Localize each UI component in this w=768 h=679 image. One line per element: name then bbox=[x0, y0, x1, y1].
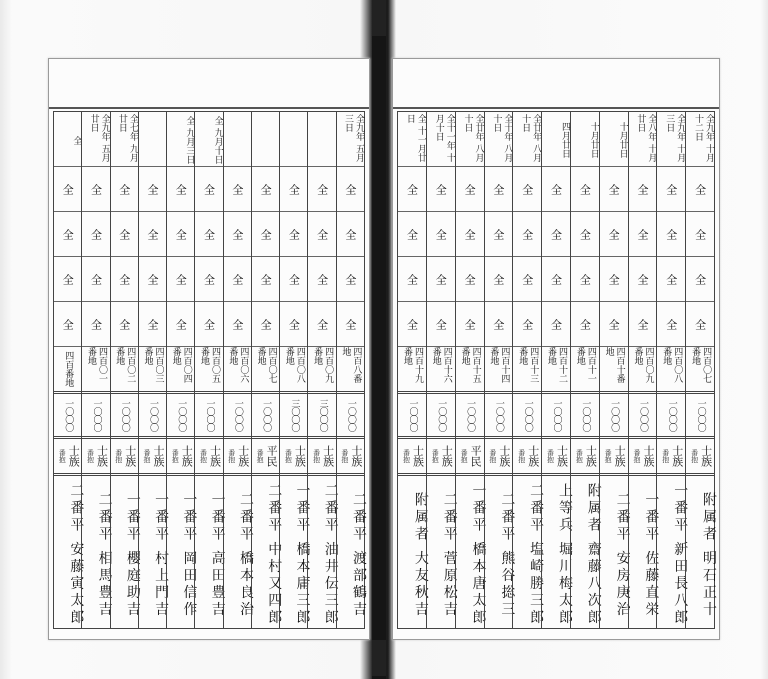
address-cell: 四百十四番地 bbox=[485, 347, 513, 394]
ditto-cell: 全 bbox=[280, 257, 307, 302]
ditto-cell: 全 bbox=[111, 212, 138, 257]
class-label: 士族 bbox=[497, 445, 511, 467]
date-cell: 全九年 五月廿日 bbox=[82, 112, 109, 167]
binding-clip-bottom bbox=[372, 640, 386, 676]
class-cell bbox=[308, 439, 335, 476]
ditto-cell: 全 bbox=[571, 167, 599, 212]
register-column bbox=[541, 112, 573, 628]
name-cell: 二番平 油井伝三郎 bbox=[322, 483, 339, 627]
class-sub-label: 番抱 bbox=[284, 449, 293, 463]
ditto-cell: 全 bbox=[542, 302, 570, 347]
ditto-cell: 全 bbox=[224, 212, 251, 257]
number-cell: 一〇〇〇 bbox=[657, 394, 685, 439]
ditto-cell: 全 bbox=[308, 302, 335, 347]
class-sub-label: 番抱 bbox=[690, 449, 699, 463]
class-label: 士族 bbox=[321, 445, 335, 467]
ditto-cell: 全 bbox=[513, 302, 541, 347]
number-cell: 一〇〇〇 bbox=[513, 394, 541, 439]
address-cell: 四百十九番地 bbox=[398, 347, 426, 394]
ditto-cell: 全 bbox=[542, 167, 570, 212]
ditto-cell: 全 bbox=[657, 212, 685, 257]
class-cell bbox=[252, 439, 279, 476]
class-cell bbox=[485, 439, 513, 476]
number-cell: 一〇〇〇 bbox=[542, 394, 570, 439]
date-cell bbox=[252, 112, 279, 167]
register-column bbox=[599, 112, 631, 628]
name-cell: 一番平 岡田信作 bbox=[181, 491, 198, 619]
register-column bbox=[628, 112, 660, 628]
name-cell: 一番平 佐藤直栄 bbox=[643, 491, 660, 619]
ditto-cell: 全 bbox=[224, 302, 251, 347]
ditto-cell: 全 bbox=[308, 212, 335, 257]
class-sub-label: 番抱 bbox=[517, 449, 526, 463]
class-label: 士族 bbox=[526, 445, 540, 467]
class-cell bbox=[224, 439, 251, 476]
ditto-cell: 全 bbox=[337, 257, 364, 302]
number-cell: 一〇〇〇 bbox=[686, 394, 714, 439]
date-cell: 全 bbox=[54, 112, 81, 167]
class-label: 士族 bbox=[670, 445, 684, 467]
class-cell bbox=[686, 439, 714, 476]
ditto-cell: 全 bbox=[111, 167, 138, 212]
name-cell: 二番平 安藤寅太郎 bbox=[68, 483, 85, 627]
class-sub-label: 番抱 bbox=[256, 449, 265, 463]
date-cell: 全七年 九月廿日 bbox=[111, 112, 138, 167]
address-cell: 四百〇四番地 bbox=[167, 347, 194, 394]
ditto-cell: 全 bbox=[195, 212, 222, 257]
name-cell: 一番平 橋本庸三郎 bbox=[294, 483, 311, 627]
register-column bbox=[426, 112, 458, 628]
ditto-cell: 全 bbox=[139, 212, 166, 257]
date-cell bbox=[280, 112, 307, 167]
address-cell: 四百十二番地 bbox=[542, 347, 570, 394]
ditto-cell: 全 bbox=[657, 257, 685, 302]
class-cell bbox=[167, 439, 194, 476]
class-sub-label: 番抱 bbox=[312, 449, 321, 463]
date-cell bbox=[139, 112, 166, 167]
class-label: 士族 bbox=[349, 445, 363, 467]
binding-clip-top bbox=[372, 0, 386, 36]
class-label: 士族 bbox=[613, 445, 627, 467]
ditto-cell: 全 bbox=[337, 167, 364, 212]
address-cell: 四百〇七番地 bbox=[686, 347, 714, 394]
class-sub-label: 番抱 bbox=[227, 449, 236, 463]
ditto-cell: 全 bbox=[252, 257, 279, 302]
address-cell: 四百〇六番地 bbox=[224, 347, 251, 394]
name-cell: 二番平 相馬豊吉 bbox=[96, 491, 113, 619]
address-cell: 四百十番地 bbox=[600, 347, 628, 394]
address-cell: 四百〇五番地 bbox=[195, 347, 222, 394]
name-cell: 一番平 橋本唐太郎 bbox=[470, 483, 487, 627]
ditto-cell: 全 bbox=[629, 212, 657, 257]
name-cell: 二番平 菅原松吉 bbox=[441, 491, 458, 619]
name-cell: 一番平 新田長八郎 bbox=[672, 483, 689, 627]
register-column bbox=[138, 112, 170, 628]
ditto-cell: 全 bbox=[513, 257, 541, 302]
ditto-cell: 全 bbox=[686, 257, 714, 302]
ditto-cell: 全 bbox=[82, 257, 109, 302]
register-column bbox=[81, 112, 113, 628]
date-cell: 全廿年 八月十日 bbox=[456, 112, 484, 167]
class-sub-label: 番抱 bbox=[661, 449, 670, 463]
class-label: 平民 bbox=[265, 445, 279, 467]
ditto-cell: 全 bbox=[571, 212, 599, 257]
class-label: 士族 bbox=[440, 445, 454, 467]
book-spine bbox=[372, 0, 386, 679]
ditto-cell: 全 bbox=[542, 257, 570, 302]
ditto-cell: 全 bbox=[167, 212, 194, 257]
name-cell: 一番平 村上門吉 bbox=[153, 491, 170, 619]
class-cell bbox=[427, 439, 455, 476]
register-column bbox=[279, 112, 311, 628]
class-sub-label: 番抱 bbox=[199, 449, 208, 463]
class-cell bbox=[111, 439, 138, 476]
ditto-cell: 全 bbox=[139, 167, 166, 212]
name-cell: 附属者 齋藤八次郎 bbox=[585, 483, 602, 627]
register-column bbox=[223, 112, 254, 628]
number-cell: 一〇〇〇 bbox=[398, 394, 426, 439]
ditto-cell: 全 bbox=[54, 257, 81, 302]
class-label: 士族 bbox=[67, 445, 81, 467]
date-cell: 四月廿日 bbox=[542, 112, 570, 167]
ditto-cell: 全 bbox=[252, 212, 279, 257]
date-cell: 全九年 十月十二日 bbox=[686, 112, 714, 167]
number-cell: 一〇〇〇 bbox=[456, 394, 484, 439]
class-label: 士族 bbox=[641, 445, 655, 467]
ditto-cell: 全 bbox=[252, 167, 279, 212]
register-column bbox=[656, 112, 689, 628]
address-cell: 四百十五番地 bbox=[456, 347, 484, 394]
date-cell: 全 九月十日 bbox=[195, 112, 222, 167]
class-label: 士族 bbox=[208, 445, 222, 467]
ditto-cell: 全 bbox=[571, 302, 599, 347]
class-label: 士族 bbox=[411, 445, 425, 467]
register-column bbox=[512, 112, 545, 628]
class-sub-label: 番抱 bbox=[114, 449, 123, 463]
number-cell: 一〇〇〇 bbox=[82, 394, 109, 439]
address-cell: 四百〇九番地 bbox=[308, 347, 335, 394]
register-column bbox=[110, 112, 141, 628]
number-cell: 一〇〇〇 bbox=[195, 394, 222, 439]
number-cell: 一〇〇〇 bbox=[252, 394, 279, 439]
ditto-cell: 全 bbox=[280, 167, 307, 212]
name-cell: 二番平 塩崎勝三郎 bbox=[528, 483, 545, 627]
class-sub-label: 番抱 bbox=[488, 449, 497, 463]
address-cell: 四百八番地 bbox=[337, 347, 364, 394]
class-label: 平民 bbox=[469, 445, 483, 467]
register-column bbox=[685, 112, 717, 628]
class-cell bbox=[600, 439, 628, 476]
date-cell: 全十一年 十月十日 bbox=[427, 112, 455, 167]
number-cell: 一〇〇〇 bbox=[139, 394, 166, 439]
ditto-cell: 全 bbox=[600, 167, 628, 212]
class-label: 士族 bbox=[180, 445, 194, 467]
ditto-cell: 全 bbox=[485, 257, 513, 302]
ditto-cell: 全 bbox=[167, 167, 194, 212]
ditto-cell: 全 bbox=[54, 302, 81, 347]
class-label: 士族 bbox=[555, 445, 569, 467]
ditto-cell: 全 bbox=[280, 302, 307, 347]
class-sub-label: 番抱 bbox=[58, 449, 67, 463]
class-sub-label: 番抱 bbox=[143, 449, 151, 463]
ditto-cell: 全 bbox=[485, 302, 513, 347]
register-column bbox=[54, 112, 85, 628]
number-cell: 一〇〇〇 bbox=[571, 394, 599, 439]
date-cell bbox=[224, 112, 251, 167]
address-cell: 四百〇八番地 bbox=[657, 347, 685, 394]
register-column bbox=[166, 112, 198, 628]
ditto-cell: 全 bbox=[485, 212, 513, 257]
class-label: 士族 bbox=[236, 445, 250, 467]
class-cell bbox=[82, 439, 109, 476]
date-cell: 十月廿日 bbox=[600, 112, 628, 167]
ditto-cell: 全 bbox=[167, 257, 194, 302]
name-cell: 二番平 安房庚治 bbox=[614, 491, 631, 619]
class-sub-label: 番抱 bbox=[546, 449, 555, 463]
class-label: 士族 bbox=[293, 445, 307, 467]
date-cell: 全九年 十月三日 bbox=[657, 112, 685, 167]
date-cell: 十月廿日 bbox=[571, 112, 599, 167]
number-cell: 一〇〇〇 bbox=[600, 394, 628, 439]
register-column bbox=[251, 112, 283, 628]
class-cell bbox=[629, 439, 657, 476]
ditto-cell: 全 bbox=[252, 302, 279, 347]
ditto-cell: 全 bbox=[195, 257, 222, 302]
class-label: 士族 bbox=[123, 445, 137, 467]
class-cell bbox=[139, 439, 166, 476]
ditto-cell: 全 bbox=[657, 167, 685, 212]
ditto-cell: 全 bbox=[427, 302, 455, 347]
address-cell: 四百十一番地 bbox=[571, 347, 599, 394]
number-cell: 一〇〇〇 bbox=[337, 394, 364, 439]
date-cell bbox=[308, 112, 335, 167]
class-sub-label: 番抱 bbox=[575, 449, 584, 463]
ditto-cell: 全 bbox=[686, 167, 714, 212]
date-cell: 全九年 五月三日 bbox=[337, 112, 364, 167]
ditto-cell: 全 bbox=[398, 302, 426, 347]
ditto-cell: 全 bbox=[456, 212, 484, 257]
name-cell: 二番平 熊谷捴三 bbox=[499, 491, 516, 619]
register-column bbox=[484, 112, 516, 628]
ditto-cell: 全 bbox=[427, 212, 455, 257]
name-cell: 附属者 明石正十 bbox=[701, 491, 717, 619]
ditto-cell: 全 bbox=[308, 257, 335, 302]
class-cell bbox=[542, 439, 570, 476]
left-page bbox=[48, 58, 370, 640]
ditto-cell: 全 bbox=[456, 302, 484, 347]
register-column bbox=[307, 112, 339, 628]
class-sub-label: 番抱 bbox=[171, 449, 180, 463]
ditto-cell: 全 bbox=[427, 257, 455, 302]
class-sub-label: 番抱 bbox=[632, 449, 641, 463]
date-cell: 全十年 八月十日 bbox=[485, 112, 513, 167]
register-column bbox=[570, 112, 602, 628]
address-cell: 四百〇九番地 bbox=[629, 347, 657, 394]
ditto-cell: 全 bbox=[224, 257, 251, 302]
class-label: 士族 bbox=[95, 445, 109, 467]
date-cell: 全八年 十月廿日 bbox=[629, 112, 657, 167]
address-cell: 四百〇三番地 bbox=[139, 347, 166, 394]
name-cell: 上等兵 堀川梅太郎 bbox=[556, 483, 573, 627]
ditto-cell: 全 bbox=[195, 302, 222, 347]
ditto-cell: 全 bbox=[629, 167, 657, 212]
ditto-cell: 全 bbox=[111, 257, 138, 302]
ditto-cell: 全 bbox=[600, 257, 628, 302]
address-cell: 四百〇一番地 bbox=[82, 347, 109, 394]
name-cell: 二番平 渡部鶴吉 bbox=[351, 491, 367, 619]
ditto-cell: 全 bbox=[280, 212, 307, 257]
number-cell: 一〇〇〇 bbox=[427, 394, 455, 439]
class-cell bbox=[195, 439, 222, 476]
class-cell bbox=[337, 439, 364, 476]
ditto-cell: 全 bbox=[398, 257, 426, 302]
page-header-band bbox=[49, 59, 369, 109]
ditto-cell: 全 bbox=[139, 302, 166, 347]
address-cell: 四百〇七番地 bbox=[252, 347, 279, 394]
class-cell bbox=[54, 439, 81, 476]
date-cell: 全 十一月廿日 bbox=[398, 112, 426, 167]
name-cell: 一番平 櫻庭助吉 bbox=[124, 491, 141, 619]
class-sub-label: 番抱 bbox=[86, 449, 95, 463]
class-cell bbox=[571, 439, 599, 476]
ditto-cell: 全 bbox=[54, 212, 81, 257]
number-cell: 三〇〇〇 bbox=[308, 394, 335, 439]
ditto-cell: 全 bbox=[629, 257, 657, 302]
number-cell: 一〇〇〇 bbox=[54, 394, 81, 439]
ditto-cell: 全 bbox=[600, 212, 628, 257]
address-cell: 四百番地 bbox=[54, 347, 81, 394]
ditto-cell: 全 bbox=[82, 302, 109, 347]
class-sub-label: 番抱 bbox=[402, 449, 411, 463]
right-page bbox=[392, 58, 720, 640]
number-cell: 一〇〇〇 bbox=[485, 394, 513, 439]
class-sub-label: 番抱 bbox=[460, 449, 469, 463]
number-cell: 三〇〇〇 bbox=[280, 394, 307, 439]
ditto-cell: 全 bbox=[513, 212, 541, 257]
ditto-cell: 全 bbox=[427, 167, 455, 212]
number-cell: 一〇〇〇 bbox=[224, 394, 251, 439]
ditto-cell: 全 bbox=[686, 212, 714, 257]
name-cell: 二番平 橋本良治 bbox=[237, 491, 254, 619]
ditto-cell: 全 bbox=[111, 302, 138, 347]
class-cell bbox=[280, 439, 307, 476]
class-sub-label: 番抱 bbox=[340, 449, 349, 463]
date-cell: 全廿年 八月十日 bbox=[513, 112, 541, 167]
ditto-cell: 全 bbox=[54, 167, 81, 212]
ditto-cell: 全 bbox=[571, 257, 599, 302]
ditto-cell: 全 bbox=[167, 302, 194, 347]
number-cell: 一〇〇〇 bbox=[167, 394, 194, 439]
class-label: 士族 bbox=[584, 445, 598, 467]
name-cell: 一番平 高田豊吉 bbox=[209, 491, 226, 619]
ditto-cell: 全 bbox=[337, 212, 364, 257]
register-table-right bbox=[397, 111, 715, 629]
ditto-cell: 全 bbox=[82, 167, 109, 212]
class-label: 士族 bbox=[152, 445, 165, 467]
class-label: 士族 bbox=[699, 445, 713, 467]
address-cell: 四百〇二番地 bbox=[111, 347, 138, 394]
name-cell: 附属者 大友秋吉 bbox=[412, 491, 429, 619]
class-cell bbox=[513, 439, 541, 476]
ditto-cell: 全 bbox=[398, 167, 426, 212]
ditto-cell: 全 bbox=[456, 257, 484, 302]
date-cell: 全 九月三日 bbox=[167, 112, 194, 167]
ditto-cell: 全 bbox=[542, 212, 570, 257]
ditto-cell: 全 bbox=[398, 212, 426, 257]
ditto-cell: 全 bbox=[485, 167, 513, 212]
ditto-cell: 全 bbox=[629, 302, 657, 347]
register-column bbox=[194, 112, 226, 628]
class-cell bbox=[398, 439, 426, 476]
class-cell bbox=[657, 439, 685, 476]
ditto-cell: 全 bbox=[686, 302, 714, 347]
ditto-cell: 全 bbox=[456, 167, 484, 212]
class-cell bbox=[456, 439, 484, 476]
register-column bbox=[455, 112, 487, 628]
address-cell: 四百十六番地 bbox=[427, 347, 455, 394]
ditto-cell: 全 bbox=[308, 167, 335, 212]
ditto-cell: 全 bbox=[337, 302, 364, 347]
ditto-cell: 全 bbox=[657, 302, 685, 347]
page-header-band bbox=[393, 59, 719, 109]
name-cell: 二番平 中村又四郎 bbox=[266, 483, 283, 627]
register-table-left bbox=[53, 111, 365, 629]
ditto-cell: 全 bbox=[139, 257, 166, 302]
address-cell: 四百〇八番地 bbox=[280, 347, 307, 394]
number-cell: 一〇〇〇 bbox=[629, 394, 657, 439]
class-sub-label: 番抱 bbox=[431, 449, 440, 463]
class-sub-label: 番抱 bbox=[604, 449, 613, 463]
ditto-cell: 全 bbox=[600, 302, 628, 347]
ditto-cell: 全 bbox=[195, 167, 222, 212]
ditto-cell: 全 bbox=[82, 212, 109, 257]
address-cell: 四百十三番地 bbox=[513, 347, 541, 394]
number-cell: 一〇〇〇 bbox=[111, 394, 138, 439]
ditto-cell: 全 bbox=[513, 167, 541, 212]
register-column bbox=[398, 112, 429, 628]
register-column bbox=[336, 112, 367, 628]
ditto-cell: 全 bbox=[224, 167, 251, 212]
